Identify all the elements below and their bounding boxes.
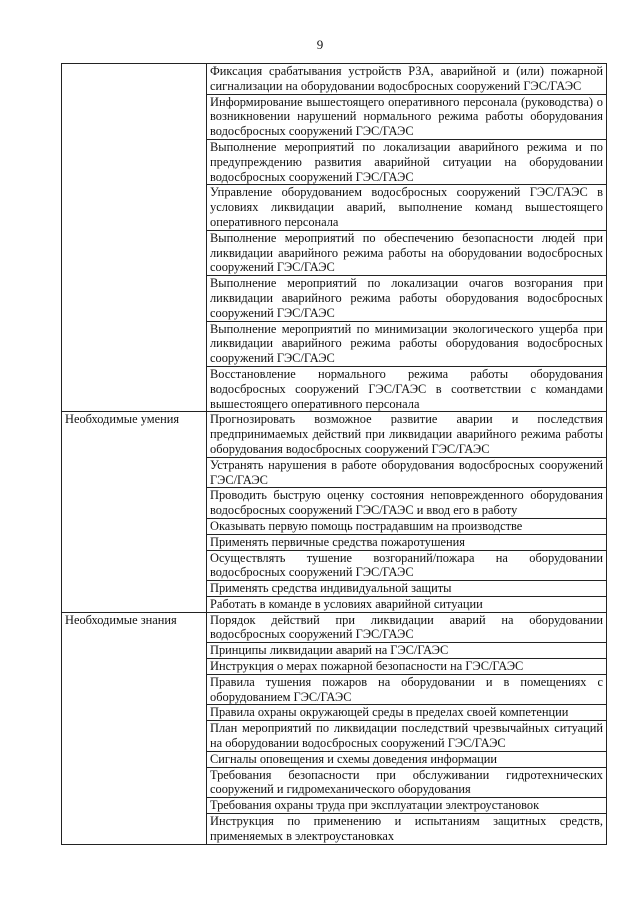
table-cell-item: Требования охраны труда при эксплуатации электроустановок [207, 798, 607, 814]
competency-table [61, 63, 607, 845]
table-cell-item: Применять первичные средства пожаротушения [207, 534, 607, 550]
section-label-skills: Необходимые умения [62, 412, 207, 612]
table-cell-item: Фиксация срабатывания устройств РЗА, аварийной и (или) пожарной сигнализации на оборудовании водосбросных сооружений ГЭС/ГАЭС [207, 64, 607, 95]
table-cell-item: Правила тушения пожаров на оборудовании и в помещениях с оборудованием ГЭС/ГАЭС [207, 674, 607, 705]
table-cell-item: Выполнение мероприятий по минимизации экологического ущерба при ликвидации аварийного режима работы оборудования водосбросных сооружений ГЭС/ГАЭС [207, 321, 607, 366]
table-cell-item: Выполнение мероприятий по обеспечению безопасности людей при ликвидации аварийного режима работы на оборудовании водосбросных сооружений ГЭС/ГАЭС [207, 230, 607, 275]
table-cell-item: Восстановление нормального режима работы оборудования водосбросных сооружений ГЭС/ГАЭС в соответствии с командами вышестоящего оперативного персонала [207, 366, 607, 411]
table-row [62, 64, 607, 95]
table-row [62, 612, 607, 643]
table-cell-item: Правила охраны окружающей среды в пределах своей компетенции [207, 705, 607, 721]
table-cell-item: Работать в команде в условиях аварийной ситуации [207, 596, 607, 612]
table-cell-item: Применять средства индивидуальной защиты [207, 581, 607, 597]
page-number: 9 [316, 37, 324, 52]
table-cell-item: Сигналы оповещения и схемы доведения информации [207, 751, 607, 767]
table-row [62, 412, 607, 457]
table-cell-item: Выполнение мероприятий по локализации аварийного режима и по предупреждению развития аварийной ситуации на оборудовании водосбросных сооружений ГЭС/ГАЭС [207, 139, 607, 184]
table-cell-item: Инструкция о мерах пожарной безопасности на ГЭС/ГАЭС [207, 659, 607, 675]
table-cell-item: Оказывать первую помощь пострадавшим на производстве [207, 518, 607, 534]
section-label-knowledge: Необходимые знания [62, 612, 207, 844]
table-cell-item: План мероприятий по ликвидации последствий чрезвычайных ситуаций на оборудовании водосбросных сооружений ГЭС/ГАЭС [207, 721, 607, 752]
table-cell-item: Осуществлять тушение возгораний/пожара на оборудовании водосбросных сооружений ГЭС/ГАЭС [207, 550, 607, 581]
table-cell-item: Управление оборудованием водосбросных сооружений ГЭС/ГАЭС в условиях ликвидации аварий, выполнение команд вышестоящего оперативного персонала [207, 185, 607, 230]
table-cell-item: Принципы ликвидации аварий на ГЭС/ГАЭС [207, 643, 607, 659]
table-cell-item: Прогнозировать возможное развитие аварии и последствия предпринимаемых действий при ликвидации аварийного режима работы оборудования водосбросных сооружений ГЭС/ГАЭС [207, 412, 607, 457]
table-cell-item: Порядок действий при ликвидации аварий на оборудовании водосбросных сооружений ГЭС/ГАЭС [207, 612, 607, 643]
table-cell-item: Информирование вышестоящего оперативного персонала (руководства) о возникновении нарушений нормального режима работы оборудования водосбросных сооружений ГЭС/ГАЭС [207, 94, 607, 139]
table-cell-item: Требования безопасности при обслуживании гидротехнических сооружений и гидромеханического оборудования [207, 767, 607, 798]
table-cell-item: Выполнение мероприятий по локализации очагов возгорания при ликвидации аварийного режима работы оборудования водосбросных сооружений ГЭС/ГАЭС [207, 276, 607, 321]
table-cell-item: Проводить быструю оценку состояния неповрежденного оборудования водосбросных сооружений ГЭС/ГАЭС и ввод его в работу [207, 488, 607, 519]
table-cell-item: Устранять нарушения в работе оборудования водосбросных сооружений ГЭС/ГАЭС [207, 457, 607, 488]
table-cell-item: Инструкция по применению и испытаниям защитных средств, применяемых в электроустановках [207, 814, 607, 845]
section-label-actions [62, 64, 207, 412]
